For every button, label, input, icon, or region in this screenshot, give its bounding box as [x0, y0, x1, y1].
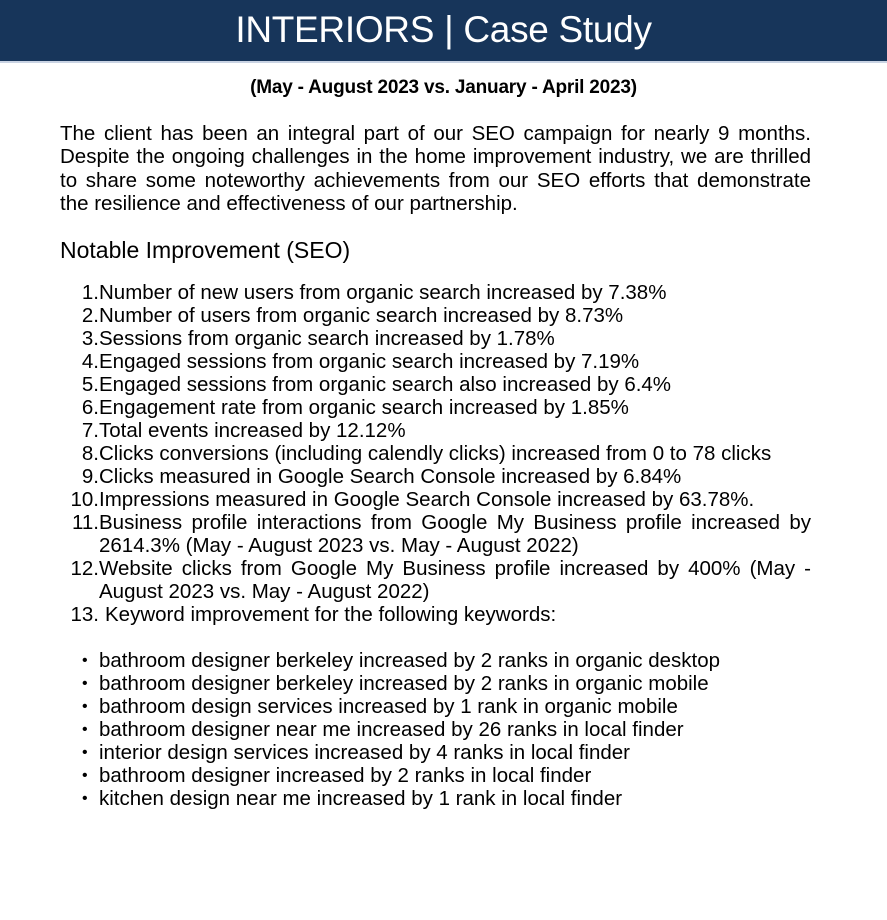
item-number: 1.: [81, 280, 99, 304]
item-text: Total events increased by 12.12%: [99, 418, 406, 442]
list-item: [60, 396, 811, 419]
keyword-item: [60, 718, 811, 741]
list-item: [60, 465, 811, 488]
content: [0, 122, 887, 810]
list-item: [60, 304, 811, 327]
keyword-item: [60, 764, 811, 787]
item-number: 12.: [70, 556, 99, 580]
improvements-list: [60, 281, 811, 626]
item-text: Business profile interactions from Google My Business profile increased by 2614.3% (May - August 2023 vs. May - August 2022): [99, 510, 811, 557]
item-text: Engagement rate from organic search increased by 1.85%: [99, 395, 629, 419]
keyword-item: [60, 672, 811, 695]
item-number: 8.: [81, 441, 99, 465]
bullet-icon: •: [82, 720, 88, 738]
item-number: 10.: [70, 487, 99, 511]
list-item: [60, 327, 811, 350]
item-number: 5.: [81, 372, 99, 396]
list-item: [60, 511, 811, 557]
item-text: Clicks conversions (including calendly clicks) increased from 0 to 78 clicks: [99, 441, 772, 465]
keyword-item: [60, 787, 811, 810]
list-item: [60, 603, 811, 626]
keyword-item: [60, 695, 811, 718]
keyword-text: bathroom designer near me increased by 26 ranks in local finder: [99, 717, 684, 741]
list-item: [60, 442, 811, 465]
list-item: [60, 488, 811, 511]
keyword-text: interior design services increased by 4 ranks in local finder: [99, 740, 630, 764]
list-item: [60, 419, 811, 442]
list-item: [60, 281, 811, 304]
keyword-text: bathroom design services increased by 1 rank in organic mobile: [99, 694, 678, 718]
keyword-text: bathroom designer berkeley increased by 2 ranks in organic desktop: [99, 648, 721, 672]
date-range-subtitle: (May - August 2023 vs. January - April 2023): [250, 77, 637, 98]
bullet-icon: •: [82, 651, 88, 669]
keyword-text: kitchen design near me increased by 1 rank in local finder: [99, 786, 623, 810]
item-text: Engaged sessions from organic search also increased by 6.4%: [99, 372, 672, 396]
item-number: 9.: [81, 464, 99, 488]
item-number: 6.: [81, 395, 99, 419]
item-number: 4.: [81, 349, 99, 373]
keyword-text: bathroom designer increased by 2 ranks in local finder: [99, 763, 592, 787]
item-number: 7.: [81, 418, 99, 442]
keyword-item: [60, 649, 811, 672]
intro-paragraph: The client has been an integral part of our SEO campaign for nearly 9 months. Despite the ongoing challenges in the home improvement industry, we are thrilled to share some noteworthy achievements from our SEO efforts that demonstrate the resilience and effectiveness of our partnership.: [60, 122, 811, 216]
item-text: Impressions measured in Google Search Console increased by 63.78%.: [99, 487, 755, 511]
keyword-item: [60, 741, 811, 764]
item-text: Sessions from organic search increased by 1.78%: [99, 326, 555, 350]
keywords-list: [60, 649, 811, 810]
page-title: INTERIORS | Case Study: [235, 8, 652, 50]
bullet-icon: •: [82, 789, 88, 807]
bullet-icon: •: [82, 743, 88, 761]
list-item: [60, 557, 811, 603]
keyword-text: bathroom designer berkeley increased by 2 ranks in organic mobile: [99, 671, 709, 695]
item-number: 3.: [81, 326, 99, 350]
list-item: [60, 350, 811, 373]
item-number: 13.: [70, 602, 99, 626]
bullet-icon: •: [82, 697, 88, 715]
item-number: 11.: [72, 510, 99, 534]
section-title: Notable Improvement (SEO): [60, 236, 351, 263]
item-number: 2.: [81, 303, 99, 327]
list-item: [60, 373, 811, 396]
bullet-icon: •: [82, 766, 88, 784]
page-header: [0, 0, 887, 63]
item-text: Clicks measured in Google Search Console increased by 6.84%: [99, 464, 682, 488]
item-text: Engaged sessions from organic search increased by 7.19%: [99, 349, 640, 373]
bullet-icon: •: [82, 674, 88, 692]
item-text: Number of new users from organic search increased by 7.38%: [99, 280, 667, 304]
item-text: Keyword improvement for the following keywords:: [105, 602, 557, 626]
item-text: Number of users from organic search increased by 8.73%: [99, 303, 624, 327]
item-text: Website clicks from Google My Business profile increased by 400% (May - August 2023 vs. May - August 2022): [99, 556, 811, 603]
